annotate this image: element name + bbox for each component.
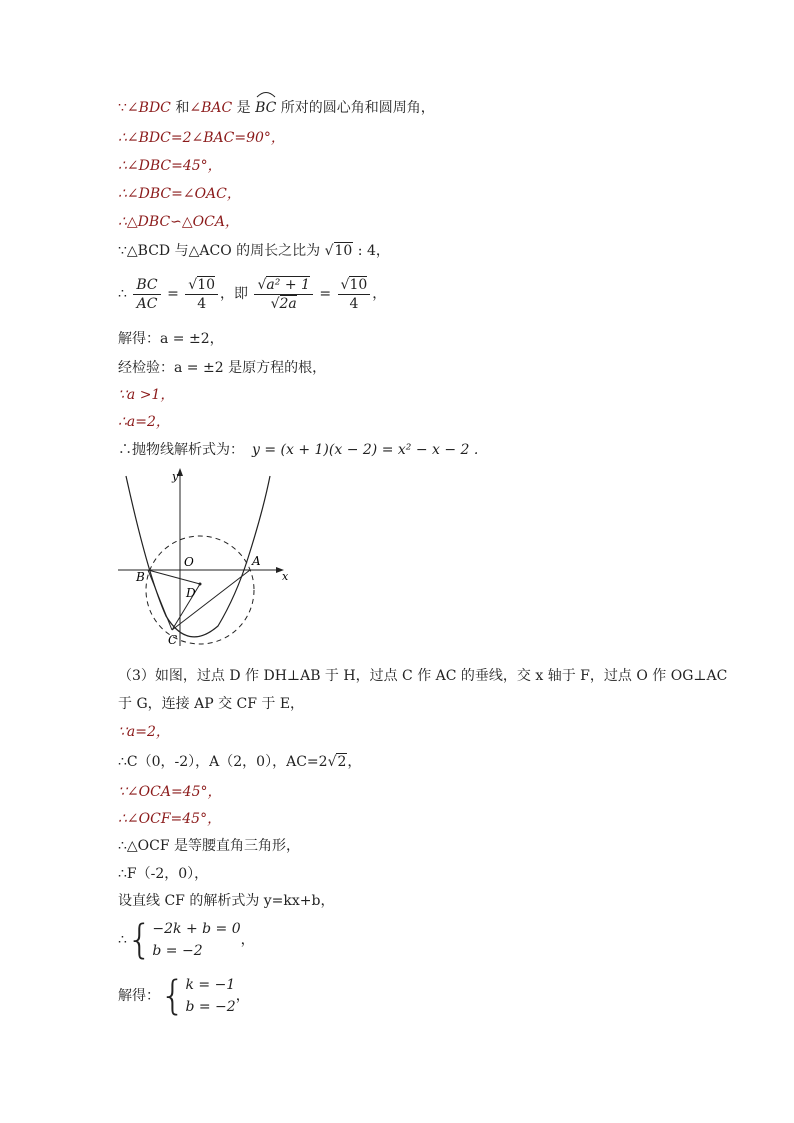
solution-rows: [185, 974, 235, 1018]
line-22: [118, 918, 255, 962]
line-7: ∴ $\frac{BC}{AC}$ = $\frac{√10}{4}$ ，即 $\frac{\text{√a² + 1}}{√2a}$ = $\frac{√10}{4}$ ，: [118, 276, 387, 312]
angle-bac: ∠BAC: [189, 100, 233, 116]
line-19: ∴△OCF 是等腰直角三角形，: [118, 838, 301, 854]
comma: ，: [235, 988, 250, 1004]
label-b: B: [136, 570, 145, 584]
radicand: 10: [349, 276, 368, 293]
system-of-equations: [118, 918, 255, 962]
denominator: AC: [136, 295, 158, 312]
equation-row-2: b = −2: [152, 943, 203, 959]
coords-text: ∴C（0，-2），A（2，0），AC=2: [118, 754, 328, 770]
label-a: A: [252, 554, 261, 568]
radicand: 10: [197, 276, 216, 293]
left-brace-icon: {: [126, 917, 153, 963]
radicand: 2a: [279, 295, 297, 312]
line-13: （3）如图，过点 D 作 DH⊥AB 于 H，过点 C 作 AC 的垂线，交 x 轴于 F，过点 O 作 OG⊥AC: [118, 668, 728, 684]
sqrt-2: √2: [327, 754, 347, 770]
segment-bd: [148, 570, 200, 584]
denominator: √2a: [270, 295, 297, 312]
equation-rows: [152, 918, 240, 962]
ratio-text: ∵△BCD 与△ACO 的周长之比为: [118, 243, 325, 259]
parabola-figure: [118, 466, 298, 646]
text-and: 和: [170, 100, 190, 116]
radicand: a² + 1: [266, 276, 310, 293]
radicand: 10: [334, 243, 353, 259]
solution-system: [118, 974, 250, 1018]
solution-row-1: k = −1: [185, 977, 236, 993]
dashed-circle: [146, 536, 254, 644]
label-y: y: [172, 470, 179, 483]
numerator: √a² + 1: [254, 276, 312, 295]
solution-row-2: b = −2: [185, 999, 236, 1015]
radicand: 2: [337, 754, 347, 770]
arc-label: BC: [255, 100, 277, 116]
numerator: √10: [185, 276, 218, 295]
comma: ，: [240, 932, 255, 948]
therefore-symbol: ∴: [118, 932, 127, 948]
line-14: 于 G，连接 AP 交 CF 于 E，: [118, 696, 305, 712]
angle-bdc: ∠BDC: [126, 100, 171, 116]
line-5: ∴△DBC∽△OCA，: [118, 214, 239, 230]
line-9: 经检验：a = ±2 是原方程的根，: [118, 360, 327, 376]
line-18: ∴∠OCF=45°，: [118, 811, 222, 827]
fraction-sqrt10-4-b: [338, 276, 371, 313]
because-symbol: ∵: [118, 100, 127, 116]
solve-label: 解得：: [118, 988, 160, 1004]
equation-row-1: −2k + b = 0: [152, 921, 241, 937]
equals: =: [162, 286, 184, 302]
line-16: [118, 752, 361, 772]
text-arc-desc: 所对的圆心角和圆周角，: [276, 100, 435, 116]
comma: ，: [347, 754, 362, 770]
arc-bc: [255, 98, 276, 118]
line-12: [118, 440, 478, 460]
parabola-label: ∴抛物线解析式为：: [118, 442, 244, 458]
therefore-symbol: ∴: [118, 286, 127, 302]
point-d: [199, 583, 202, 586]
line-20: ∴F（-2，0），: [118, 866, 209, 882]
line-1: [118, 98, 435, 118]
fraction-bc-ac: [133, 276, 160, 313]
numerator: √10: [338, 276, 371, 295]
text-is: 是: [232, 100, 256, 116]
label-o: O: [184, 555, 194, 569]
line-3: ∴∠DBC=45°，: [118, 158, 222, 174]
denominator: 4: [349, 295, 359, 312]
line-17: ∵∠OCA=45°，: [118, 784, 222, 800]
numerator: BC: [133, 276, 160, 295]
parabola-equation: y = (x + 1)(x − 2) = x² − x − 2 .: [252, 442, 479, 458]
segment-ca: [172, 570, 250, 630]
line-21: 设直线 CF 的解析式为 y=kx+b，: [118, 893, 335, 909]
sqrt-10: √10: [324, 243, 353, 259]
line-23: [118, 974, 250, 1018]
line-2: ∴∠BDC=2∠BAC=90°，: [118, 130, 285, 146]
label-d: D: [186, 586, 196, 600]
denominator: 4: [197, 295, 207, 312]
line-15: ∵a=2，: [118, 724, 170, 740]
fraction-sqrt10-4: [185, 276, 218, 313]
segment-bc: [148, 570, 172, 630]
line-4: ∴∠DBC=∠OAC，: [118, 186, 241, 202]
line-8: 解得：a = ±2，: [118, 331, 224, 347]
text-namely: ，即: [220, 286, 253, 302]
line-11: ∴a=2，: [118, 414, 170, 430]
parabola-curve: [126, 476, 270, 637]
ratio-tail: : 4，: [353, 243, 390, 259]
label-x: x: [282, 570, 289, 583]
left-brace-icon: {: [160, 973, 186, 1019]
line-10: ∵a >1，: [118, 387, 175, 403]
line-6: [118, 241, 390, 261]
label-c: C: [168, 633, 178, 646]
comma: ，: [372, 286, 387, 302]
fraction-sqrt-a2plus1: [254, 276, 312, 313]
arc-icon: [255, 90, 277, 98]
